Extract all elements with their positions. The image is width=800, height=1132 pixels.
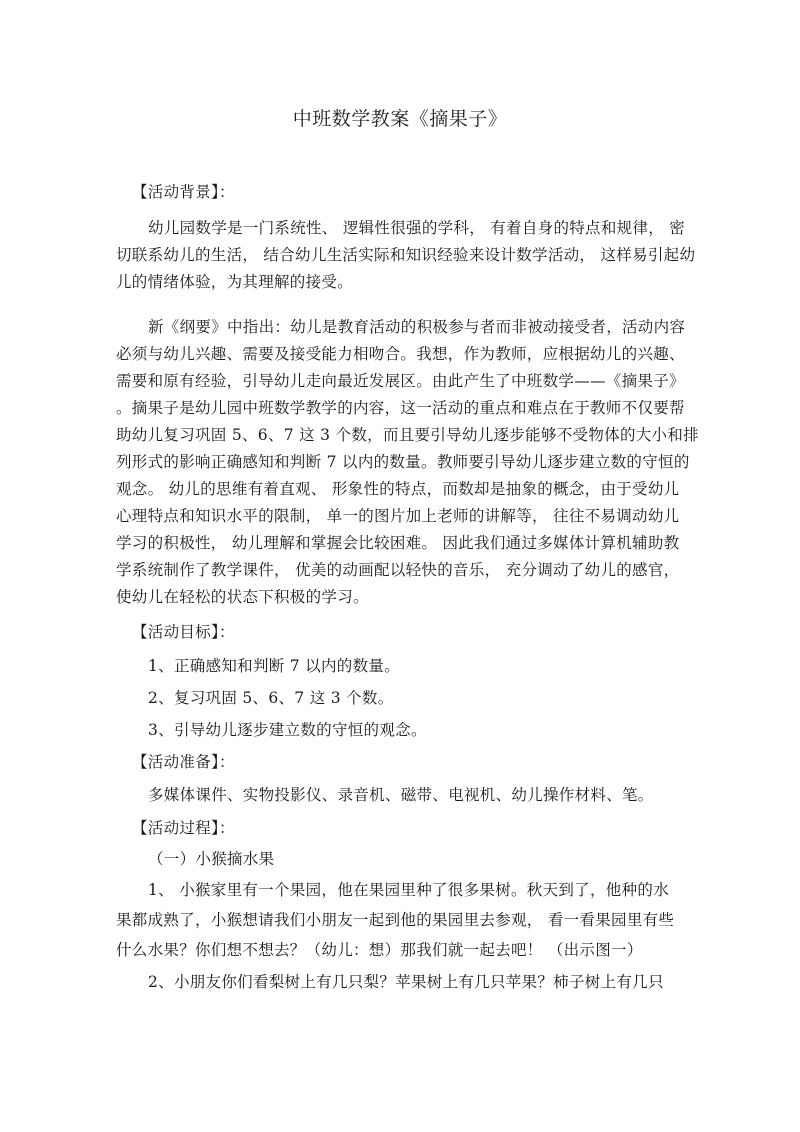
background-p2-line-4: 。摘果子是幼儿园中班数学教学的内容，这一活动的重点和难点在于教师不仅要帮 xyxy=(116,399,685,417)
prep-heading: 【活动准备】： xyxy=(132,753,235,771)
goal-item-2: 2、复习巩固 5、6、7 这 3 个数。 xyxy=(148,689,394,707)
background-p2-line-5: 助幼儿复习巩固 5、6、7 这 3 个数，而且要引导幼儿逐步能够不受物体的大小和排 xyxy=(116,426,699,444)
process-heading: 【活动过程】： xyxy=(132,819,235,837)
process-subheading-1: （一）小猴摘水果 xyxy=(148,850,275,868)
background-p1-line-3: 儿的情绪体验，为其理解的接受。 xyxy=(116,273,354,291)
background-p2-line-10: 学系统制作了教学课件， 优美的动画配以轻快的音乐， 充分调动了幼儿的感官， xyxy=(116,561,680,579)
background-p2-line-8: 心理特点和知识水平的限制， 单一的图片加上老师的讲解等， 往往不易调动幼儿 xyxy=(116,507,680,525)
background-p2-line-3: 需要和原有经验，引导幼儿走向最近发展区。由此产生了中班数学——《摘果子》 xyxy=(116,372,685,390)
background-p2-line-1: 新《纲要》中指出：幼儿是教育活动的积极参与者而非被动接受者，活动内容 xyxy=(148,318,686,336)
background-p1-line-2: 切联系幼儿的生活， 结合幼儿生活实际和知识经验来设计数学活动， 这样易引起幼 xyxy=(116,246,696,264)
background-p2-line-11: 使幼儿在轻松的状态下积极的学习。 xyxy=(116,588,369,606)
background-heading: 【活动背景】： xyxy=(132,183,235,201)
background-p2-line-2: 必须与幼儿兴趣、需要及接受能力相吻合。我想，作为教师，应根据幼儿的兴趣、 xyxy=(116,345,685,363)
background-p2-line-9: 学习的积极性， 幼儿理解和掌握会比较困难。 因此我们通过多媒体计算机辅助教 xyxy=(116,534,680,552)
prep-text: 多媒体课件、实物投影仪、录音机、磁带、电视机、幼儿操作材料、笔。 xyxy=(148,786,654,804)
background-p2-line-6: 列形式的影响正确感知和判断 7 以内的数量。教师要引导幼儿逐步建立数的守恒的 xyxy=(116,453,690,471)
background-p1-line-1: 幼儿园数学是一门系统性、 逻辑性很强的学科， 有着自身的特点和规律， 密 xyxy=(148,219,686,237)
document-title: 中班数学教案《摘果子》 xyxy=(292,108,508,130)
process-p1-line-2: 果都成熟了，小猴想请我们小朋友一起到他的果园里去参观， 看一看果园里有些 xyxy=(116,911,675,929)
goal-item-3: 3、引导幼儿逐步建立数的守恒的观念。 xyxy=(148,721,427,739)
background-p2-line-7: 观念。 幼儿的思维有着直观、 形象性的特点，而数却是抽象的概念，由于受幼儿 xyxy=(116,480,680,498)
process-p2-line-1: 2、小朋友你们看梨树上有几只梨？苹果树上有几只苹果？柿子树上有几只 xyxy=(148,973,664,991)
goals-heading: 【活动目标】： xyxy=(132,623,235,641)
process-p1-line-3: 什么水果？你们想不想去？（幼儿：想）那我们就一起去吧！ （出示图一） xyxy=(116,941,643,959)
process-p1-line-1: 1、 小猴家里有一个果园，他在果园里种了很多果树。秋天到了，他种的水 xyxy=(148,881,669,899)
goal-item-1: 1、正确感知和判断 7 以内的数量。 xyxy=(148,657,400,675)
